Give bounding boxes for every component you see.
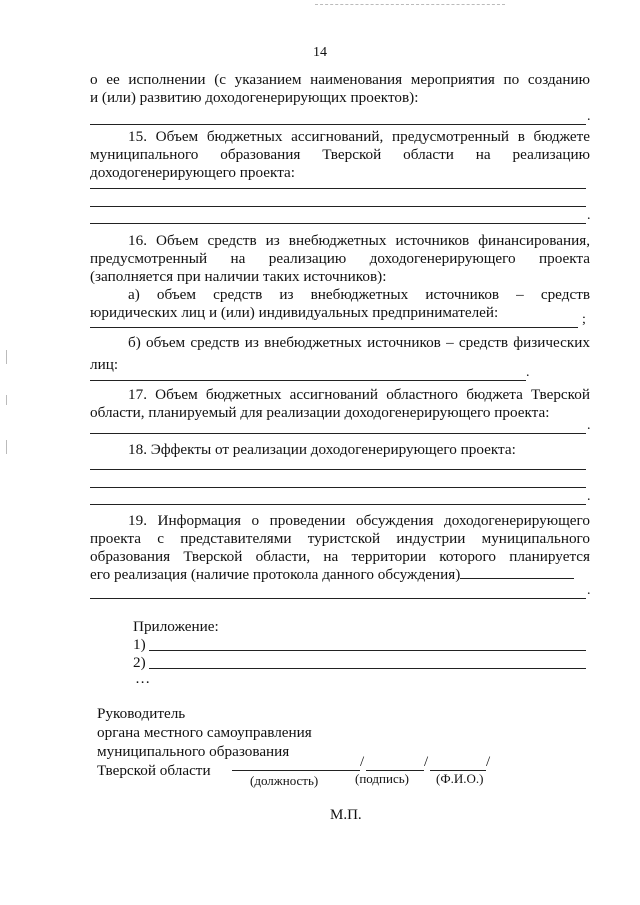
item-19-line-2: проекта с представителями туристской индустрии муниципального: [90, 530, 590, 547]
line-end-dot: .: [587, 418, 591, 433]
position-line: [232, 770, 360, 771]
fill-line: [90, 206, 586, 207]
appendix-item-2: 2): [133, 654, 146, 671]
fill-line: [149, 650, 586, 651]
fill-line: [149, 668, 586, 669]
signature-line-3: муниципального образования: [97, 743, 290, 760]
signature-line-4: Тверской области: [97, 762, 211, 779]
item-19-line-1: 19. Информация о проведении обсуждения доходогенерирующего: [128, 512, 590, 529]
appendix-item-1: 1): [133, 636, 146, 653]
item-17-line-2: области, планируемый для реализации доходогенерирующего проекта:: [90, 404, 550, 421]
separator-slash: /: [360, 754, 365, 770]
position-caption: (должность): [250, 773, 319, 788]
fill-line: [90, 223, 586, 224]
item-19-line-3: образования Тверской области, на территории которого планируется: [90, 548, 590, 565]
line-end-dot: .: [587, 109, 591, 124]
item-16-line-1: 16. Объем средств из внебюджетных источников финансирования,: [128, 232, 590, 249]
intro-line-1: о ее исполнении (с указанием наименования мероприятия по созданию: [90, 71, 590, 88]
line-end-dot: .: [587, 208, 591, 223]
signature-caption: (подпись): [355, 771, 409, 786]
margin-mark: [6, 440, 7, 454]
scan-artifact: [315, 4, 505, 8]
item-19-line-4: [90, 566, 590, 584]
item-16a-line-2: юридических лиц и (или) индивидуальных предпринимателей:: [90, 304, 499, 321]
item-17-line-1: 17. Объем бюджетных ассигнований областного бюджета Тверской: [128, 386, 590, 403]
fill-blank: [460, 578, 574, 579]
item-18-line-1: 18. Эффекты от реализации доходогенерирующего проекта:: [128, 441, 516, 458]
page-number: 14: [313, 45, 327, 60]
line-end-dot: .: [587, 583, 591, 598]
line-end-dot: .: [526, 365, 530, 380]
line-end-dot: .: [587, 489, 591, 504]
line-end-semicolon: ;: [582, 312, 586, 327]
intro-line-2: и (или) развитию доходогенерирующих проектов):: [90, 89, 419, 106]
item-15-line-1: 15. Объем бюджетных ассигнований, предусмотренный в бюджете: [128, 128, 590, 145]
fill-line: [90, 504, 586, 505]
fill-line: [90, 188, 586, 189]
item-16b-line-2: лиц:: [90, 356, 119, 373]
fill-line: [90, 124, 586, 125]
item-19-text: его реализация (наличие протокола данного обсуждения): [90, 566, 461, 583]
fill-line: [90, 380, 526, 381]
appendix-title: Приложение:: [133, 618, 219, 635]
separator-slash: /: [486, 754, 491, 770]
fill-line: [90, 327, 578, 328]
item-16-line-2: предусмотренный на реализацию доходогенерирующего проекта: [90, 250, 590, 267]
fill-line: [90, 469, 586, 470]
separator-slash: /: [424, 754, 429, 770]
margin-mark: [6, 350, 7, 364]
signature-line-2: органа местного самоуправления: [97, 724, 312, 741]
item-16a-line-1: а) объем средств из внебюджетных источников – средств: [128, 286, 590, 303]
item-15-line-2: муниципального образования Тверской области на реализацию: [90, 146, 590, 163]
fill-line: [90, 433, 586, 434]
item-16-line-3: (заполняется при наличии таких источников):: [90, 268, 387, 285]
stamp-place: М.П.: [330, 807, 362, 823]
signature-line-1: Руководитель: [97, 705, 186, 722]
fill-line: [90, 487, 586, 488]
item-16b-line-1: б) объем средств из внебюджетных источников – средств физических: [128, 334, 590, 351]
fill-line: [90, 598, 586, 599]
name-caption: (Ф.И.О.): [436, 771, 484, 786]
margin-mark: [6, 395, 7, 405]
item-15-line-3: доходогенерирующего проекта:: [90, 164, 296, 181]
appendix-ellipsis: …: [135, 670, 151, 687]
